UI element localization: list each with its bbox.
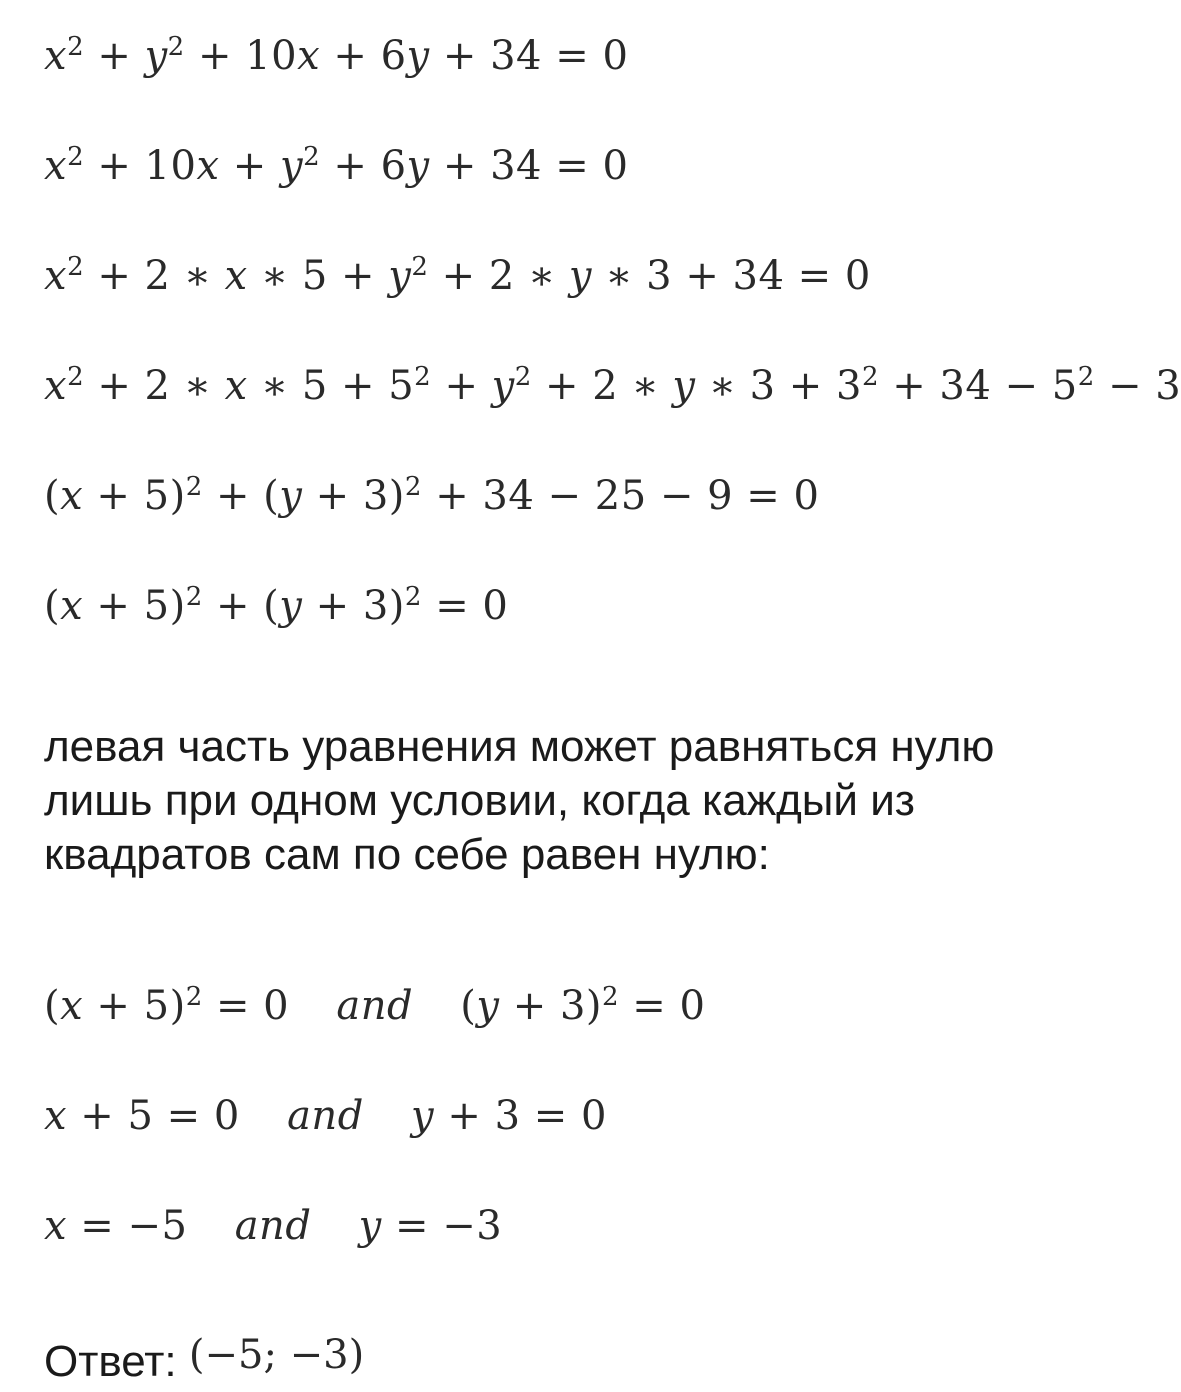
- equation-line-6: $(x + 5)^2 + (y + 3)^2 = 0$: [44, 582, 509, 629]
- equation-line-8: x + 5 = 0 and y + 3 = 0: [44, 1093, 607, 1139]
- explanation-text: левая часть уравнения может равняться нулю лишь при одном условии, когда каждый из квадратов сам по себе равен нулю:: [44, 722, 995, 879]
- and-word: and: [287, 1093, 364, 1139]
- equation-line-4: $x^2 + 2$ ∗ x ∗ $5 + 5^2 + y^2 + 2$ ∗ y ∗ $3 + 3^2 + 34 - 5^2 - 3$: [44, 362, 1181, 409]
- answer-value: (−5; −3): [188, 1332, 365, 1378]
- answer-line: [44, 1332, 365, 1386]
- equation-line-2: $x^2 + 10x + y^2 + 6y + 34 = 0$: [44, 142, 629, 189]
- equation-line-9: x = −5 and y = −3: [44, 1203, 503, 1249]
- equation-line-3: $x^2 + 2$ ∗ x ∗ $5 + y^2 + 2$ ∗ y ∗ 3 + 34 = 0: [44, 252, 871, 299]
- equation-line-7: $(x + 5)^2 = 0$ and $(y + 3)^2 = 0$: [44, 982, 706, 1029]
- answer-label: Ответ:: [44, 1337, 177, 1386]
- and-word: and: [234, 1203, 312, 1249]
- var-x: x: [44, 33, 68, 79]
- equation-line-1: $x^2 + y^2 + 10x + 6y + 34 = 0$: [44, 32, 629, 79]
- equation-line-5: $(x + 5)^2 + (y + 3)^2 + 34 - 25 - 9 = 0$: [44, 472, 820, 519]
- and-word: and: [336, 983, 414, 1029]
